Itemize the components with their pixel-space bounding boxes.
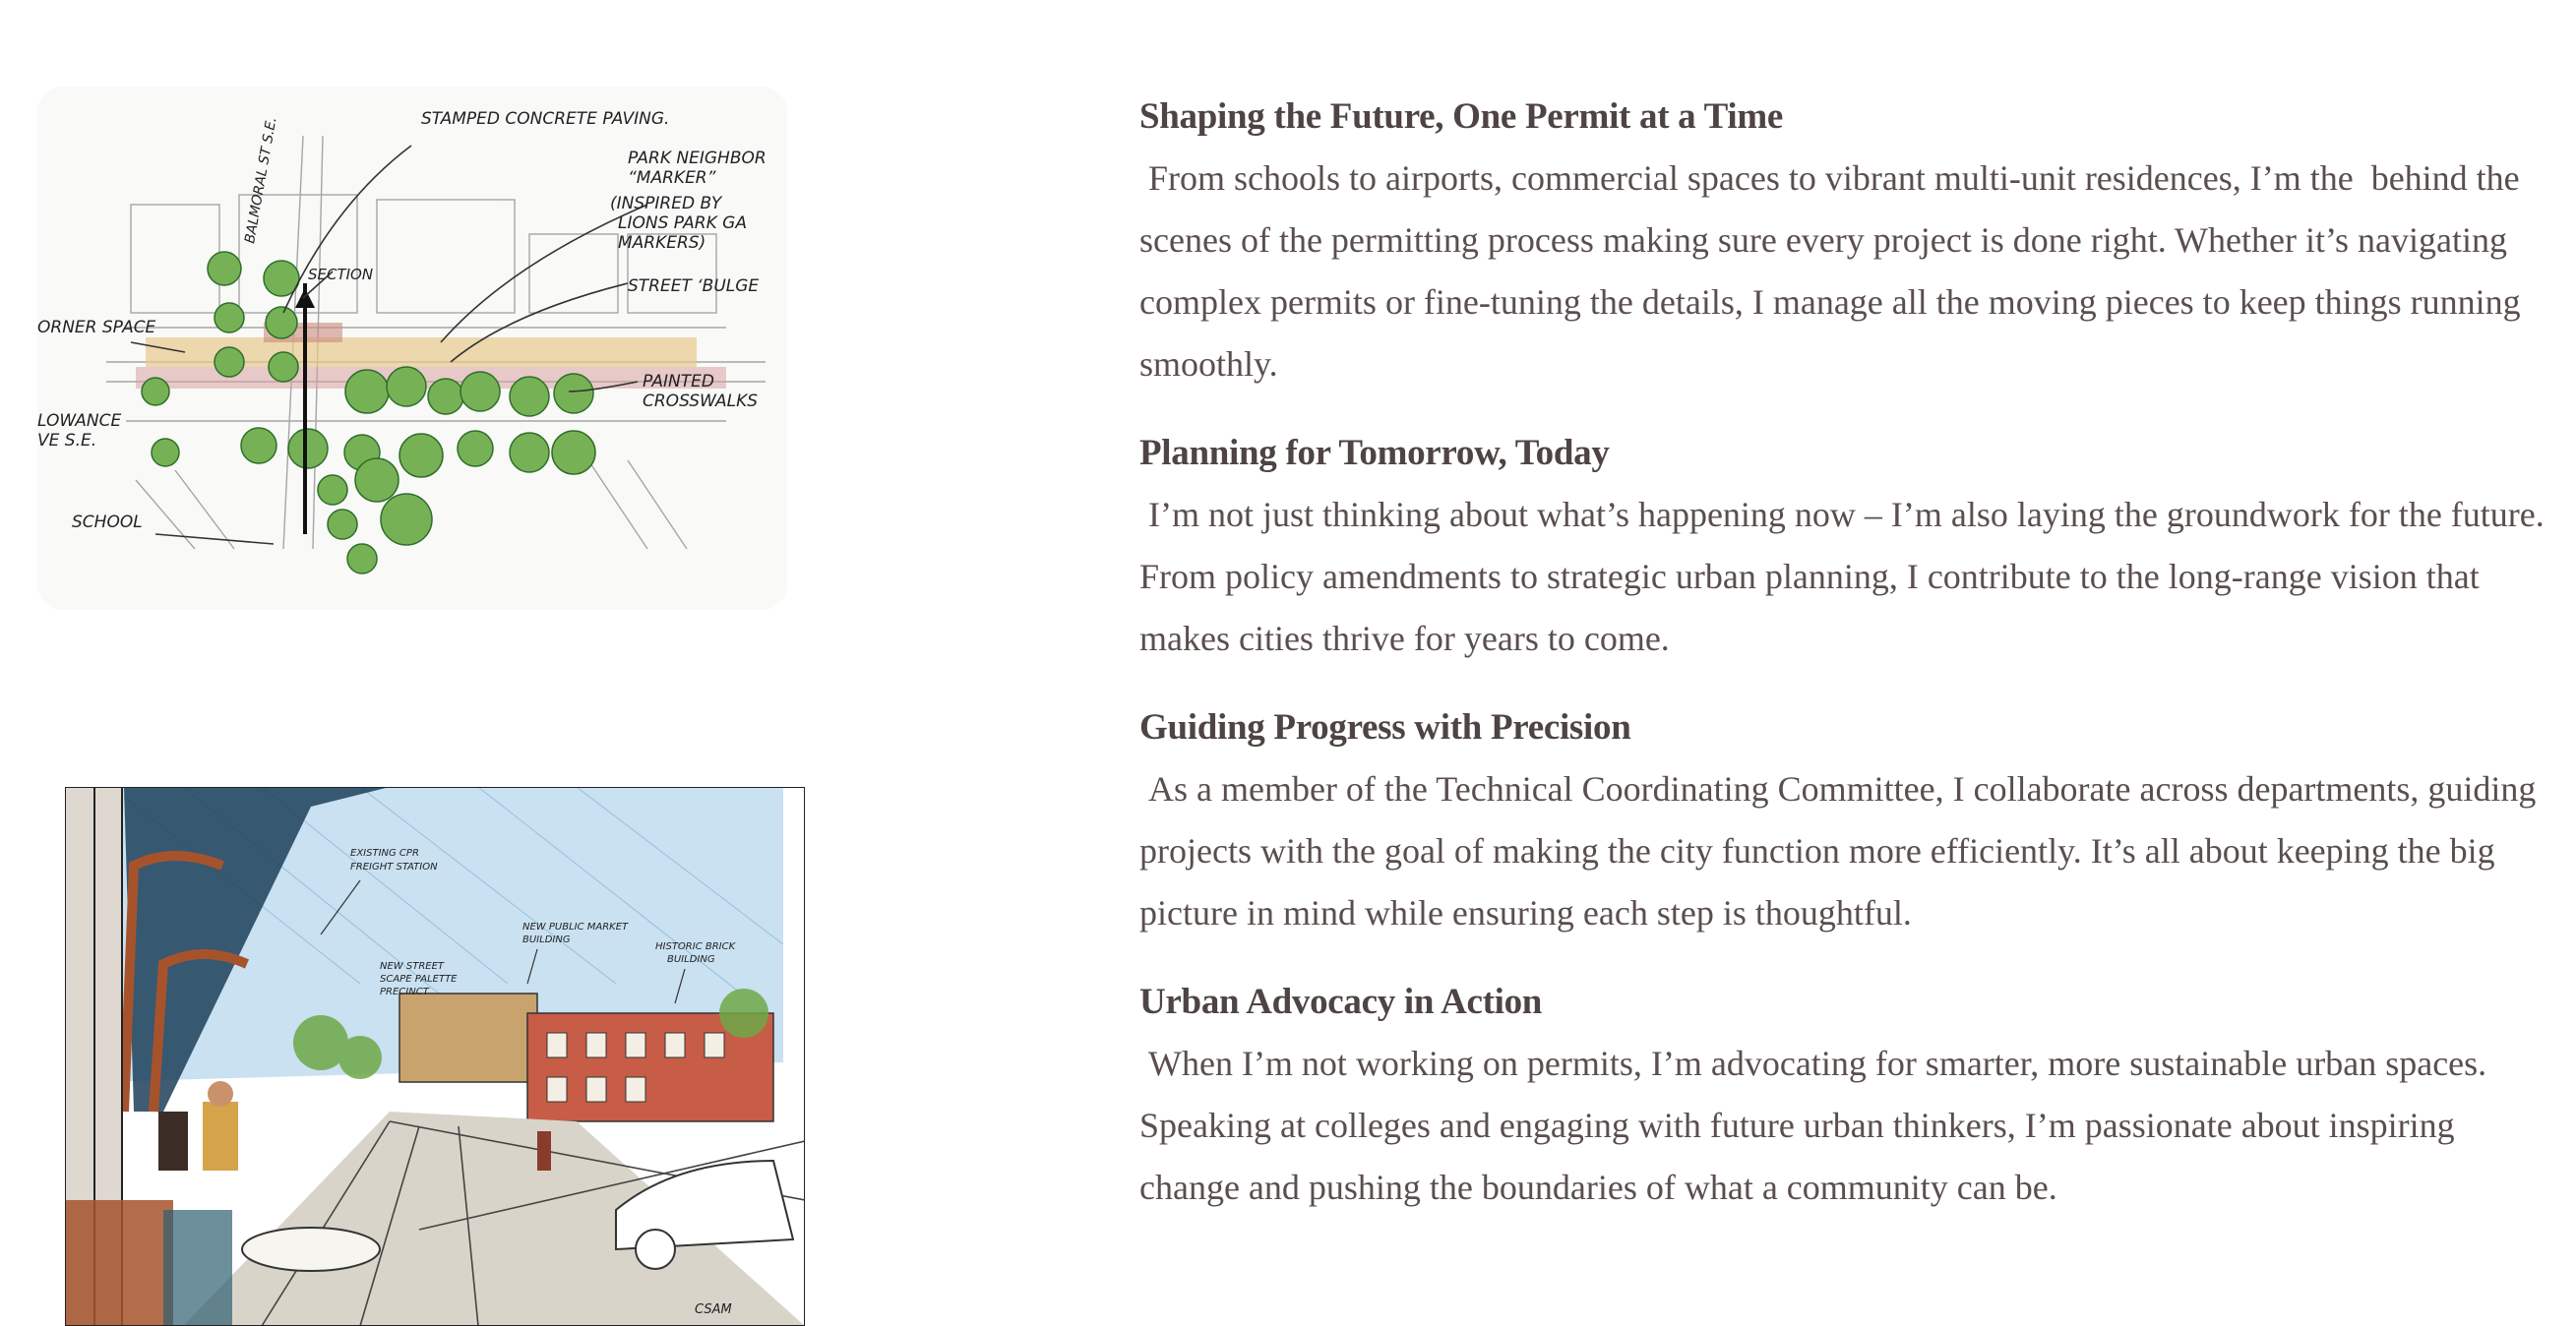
plan-label-section: SECTION (308, 266, 374, 283)
street-sketch-drawing (65, 787, 805, 1326)
plan-label-school: SCHOOL (72, 512, 143, 532)
plan-label-painted1: PAINTED (643, 372, 714, 392)
plan-label-park: PARK NEIGHBOR (628, 149, 767, 168)
section-shaping-future (1139, 87, 2556, 395)
section-body: When I’m not working on permits, I’m advocating for smarter, more sustainable urban spaces. Speaking at colleges and engaging with future urban thinkers, I’m passionate about inspiring change and pushing the boundaries of what a community can be. (1139, 1044, 2496, 1207)
street-label-newstreet: NEW STREET (380, 961, 445, 972)
section-guiding-progress (1139, 697, 2556, 944)
plan-sketch-drawing (37, 87, 787, 610)
street-label-existing: EXISTING CPR (350, 848, 419, 859)
plan-label-painted2: CROSSWALKS (643, 392, 759, 411)
street-label-newstreet3: PRECINCT (380, 987, 429, 997)
section-title: Urban Advocacy in Action (1139, 982, 1543, 1022)
plan-sketch-image (37, 87, 787, 610)
section-title: Planning for Tomorrow, Today (1139, 433, 1610, 473)
street-sketch-image (65, 787, 805, 1326)
section-urban-advocacy (1139, 972, 2556, 1219)
street-label-existing2: FREIGHT STATION (350, 862, 438, 873)
plan-label-lowance2: VE S.E. (37, 431, 97, 451)
plan-label-balmoral: BALMORAL ST S.E. (242, 115, 280, 245)
section-body: As a member of the Technical Coordinating Committee, I collaborate across departments, guiding projects with the goal of making the city function more efficiently. It’s all about keeping the big picture in mind while ensuring each step is thoughtful. (1139, 769, 2545, 933)
plan-label-lowance1: LOWANCE (37, 411, 122, 431)
plan-label-inspired1: (INSPIRED BY (610, 194, 722, 213)
section-title: Guiding Progress with Precision (1139, 707, 1631, 748)
street-label-newpublic2: BUILDING (522, 934, 571, 945)
street-label-historic: HISTORIC BRICK (655, 941, 736, 952)
plan-label-stamped: STAMPED CONCRETE PAVING. (421, 109, 670, 129)
street-label-newstreet2: SCAPE PALETTE (380, 974, 458, 985)
street-label-historic2: BUILDING (667, 954, 715, 965)
plan-label-corner: ORNER SPACE (37, 318, 156, 337)
section-planning-tomorrow (1139, 423, 2556, 670)
street-label-newpublic: NEW PUBLIC MARKET (522, 922, 629, 933)
plan-label-marker: “MARKER” (628, 168, 716, 188)
plan-label-street-bulge: STREET ‘BULGE (628, 276, 760, 296)
section-body: From schools to airports, commercial spaces to vibrant multi-unit residences, I’m the behind the scenes of the permitting process making sure every project is done right. Whether it’s navigating complex permits or fine-tuning the details, I manage all the moving pieces to keep things running smoothly. (1139, 158, 2530, 384)
section-body: I’m not just thinking about what’s happening now – I’m also laying the groundwork for the future. From policy amendments to strategic urban planning, I contribute to the long-range vision that makes cities thrive for years to come. (1139, 495, 2553, 658)
section-title: Shaping the Future, One Permit at a Time (1139, 96, 1784, 137)
text-column (1139, 87, 2556, 1246)
plan-label-inspired2: LIONS PARK GA (618, 213, 747, 233)
street-label-signature: CSAM (695, 1302, 732, 1317)
plan-label-inspired3: MARKERS) (618, 233, 706, 253)
